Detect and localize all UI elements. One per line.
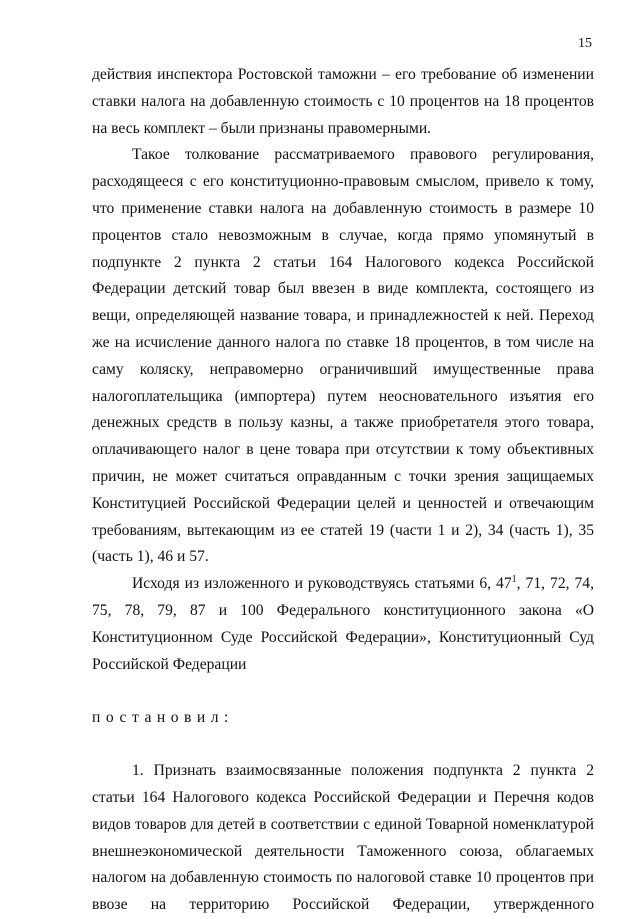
resolution-heading: постановил: (92, 709, 234, 727)
paragraph-ruling-item-1: 1. Признать взаимосвязанные положения подпункта 2 пункта 2 статьи 164 Налогового кодекса Российской Федерации и Перечня кодов видов товаров для детей в соответствии с единой Товарной номенклатурой внешнеэкономической деятельности Таможенного союза, облагаемых налогом на добавленную стоимость по налоговой ставке 10 процентов при ввозе на территорию Российской Федерации, утвержденного (92, 762, 594, 914)
legal-basis-text-end: , 71, 72, 74, 75, 78, 79, 87 и 100 Федерального конституционного закона «О Конституционном Суде Российской Федерации», Конституционный Суд Российской Федерации (92, 575, 594, 673)
legal-basis-text-start: Исходя из изложенного и руководствуясь статьями 6, 47 (132, 575, 512, 593)
page-number: 15 (578, 36, 592, 51)
document-body (92, 62, 594, 919)
article-superscript: 1 (511, 574, 517, 586)
paragraph-interpretation: Такое толкование рассматриваемого правового регулирования, расходящееся с его конституционно-правовым смыслом, привело к тому, что применение ставки налога на добавленную стоимость в размере 10 процентов стало невозможным в случае, когда прямо упомянутый в подпункте 2 пункта 2 статьи 164 Налогового кодекса Российской Федерации детский товар был ввезен в виде комплекта, состоящего из вещи, определяющей название товара, и принадлежностей к ней. Переход же на исчисление данного налога по ставке 18 процентов, в том числе на саму коляску, неправомерно ограничивший имущественные права налогоплательщика (импортера) путем неосновательного изъятия его денежных средств в пользу казны, а также приобретателя этого товара, оплачивающего налог в цене товара при отсутствии к тому объективных причин, не может считаться оправданным с точки зрения защищаемых Конституцией Российской Федерации целей и ценностей и отвечающим требованиям, вытекающим из ее статей 19 (части 1 и 2), 34 (часть 1), 35 (часть 1), 46 и 57. (92, 146, 594, 566)
paragraph-continuation: действия инспектора Ростовской таможни – его требование об изменении ставки налога на добавленную стоимость с 10 процентов на 18 процентов на весь комплект – были признаны правомерными. (92, 66, 594, 137)
paragraph-legal-basis (92, 571, 594, 678)
